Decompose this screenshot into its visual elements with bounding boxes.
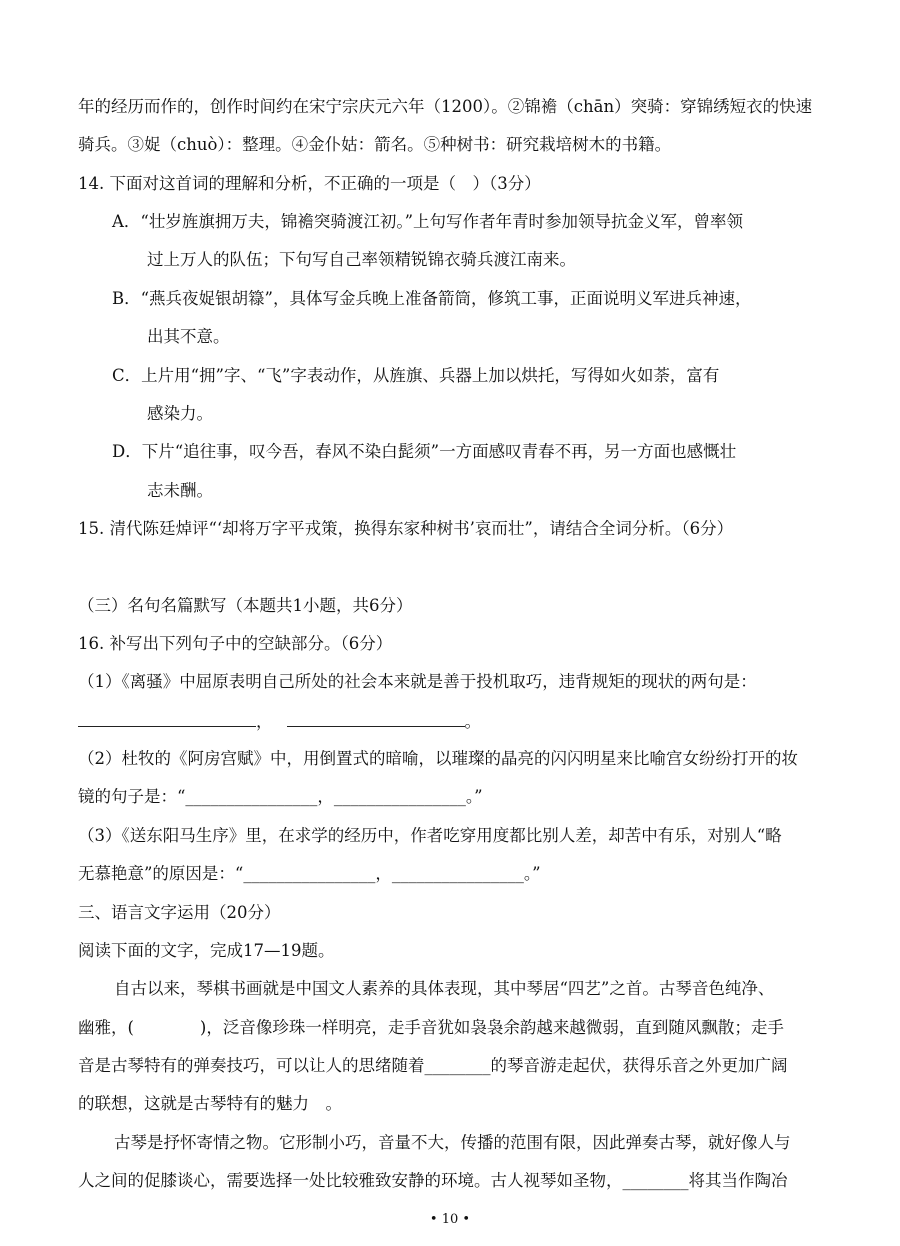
option-b-line-2: 出其不意。: [147, 327, 230, 346]
answer-blank-1[interactable]: [78, 710, 256, 727]
answer-blank-row: [78, 710, 830, 733]
passage-p1-line-2: 幽雅，( )，泛音像珍珠一样明亮，走手音犹如袅袅余韵越来越微弱，直到随风飘散；走手: [78, 1018, 784, 1037]
passage-p1-line-1: 自古以来，琴棋书画就是中国文人素养的具体表现，其中琴居“四艺”之首。古琴音色纯净、: [114, 979, 775, 998]
option-d-line-2: 志未酬。: [147, 481, 213, 500]
option-b-line-1: B．“燕兵夜娖银胡簶”，具体写金兵晚上准备箭筒，修筑工事，正面说明义军进兵神速，: [112, 289, 752, 308]
footnote-line-2: 骑兵。③娖（chuò）：整理。④金仆姑：箭名。⑤种树书：研究栽培树木的书籍。: [78, 135, 672, 154]
question-16-part-1: （1）《离骚》中屈原表明自己所处的社会本来就是善于投机取巧，违背规矩的现状的两句是：: [78, 672, 757, 691]
question-15: 15. 清代陈廷焯评“‘却将万字平戎策，换得东家种树书’哀而壮”，请结合全词分析。（6分）: [78, 519, 734, 538]
reading-instruction: 阅读下面的文字，完成17—19题。: [78, 941, 335, 960]
option-d-line-1: D．下片“追往事，叹今吾，春风不染白髭须”一方面感叹青春不再，另一方面也感慨壮: [112, 442, 737, 461]
blank-period: 。: [464, 712, 481, 731]
passage-p2-line-2: 人之间的促膝谈心，需要选择一处比较雅致安静的环境。古人视琴如圣物，________将其当作陶冶: [78, 1171, 788, 1190]
passage-p2-line-1: 古琴是抒怀寄情之物。它形制小巧，音量不大，传播的范围有限，因此弹奏古琴，就好像人与: [114, 1133, 791, 1152]
option-a-line-2: 过上万人的队伍；下句写自己率领精锐锦衣骑兵渡江南来。: [147, 250, 576, 269]
section-language-heading: 三、语言文字运用（20分）: [78, 903, 281, 922]
passage-p1-line-4: 的联想，这就是古琴特有的魅力 。: [78, 1094, 342, 1113]
blank-comma: ，: [256, 712, 273, 731]
question-16-part-3-line-1: （3）《送东阳马生序》里，在求学的经历中，作者吃穿用度都比别人差，却苦中有乐，对别人“略: [78, 826, 782, 845]
page-number: • 10 •: [429, 1212, 471, 1227]
passage-p1-line-3: 音是古琴特有的弹奏技巧，可以让人的思绪随着________的琴音游走起伏，获得乐音之外更加广阔: [78, 1056, 788, 1075]
option-c-line-1: C．上片用“拥”字、“飞”字表动作，从旌旗、兵器上加以烘托，写得如火如荼，富有: [112, 366, 720, 385]
option-a-line-1: A．“壮岁旌旗拥万夫，锦襜突骑渡江初。”上句写作者年青时参加领导抗金义军，曾率领: [112, 212, 744, 231]
question-16-part-3-line-2: 无慕艳意”的原因是：“________________，________________。”: [78, 864, 541, 883]
question-16-part-2-line-2: 镜的句子是：“________________，________________。”: [78, 787, 483, 806]
question-16-stem: 16. 补写出下列句子中的空缺部分。（6分）: [78, 634, 393, 653]
footnote-line-1: 年的经历而作的，创作时间约在宋宁宗庆元六年（1200）。②锦襜（chān）突骑：穿锦绣短衣的快速: [78, 97, 813, 116]
question-16-part-2-line-1: （2）杜牧的《阿房宫赋》中，用倒置式的暗喻，以璀璨的晶亮的闪闪明星来比喻宫女纷纷打开的妆: [78, 749, 798, 768]
question-14-stem: 14. 下面对这首词的理解和分析，不正确的一项是（ ）（3分）: [78, 174, 541, 193]
answer-blank-2[interactable]: [287, 710, 465, 727]
option-c-line-2: 感染力。: [147, 404, 213, 423]
section-3-heading: （三）名句名篇默写（本题共1小题，共6分）: [78, 596, 413, 615]
